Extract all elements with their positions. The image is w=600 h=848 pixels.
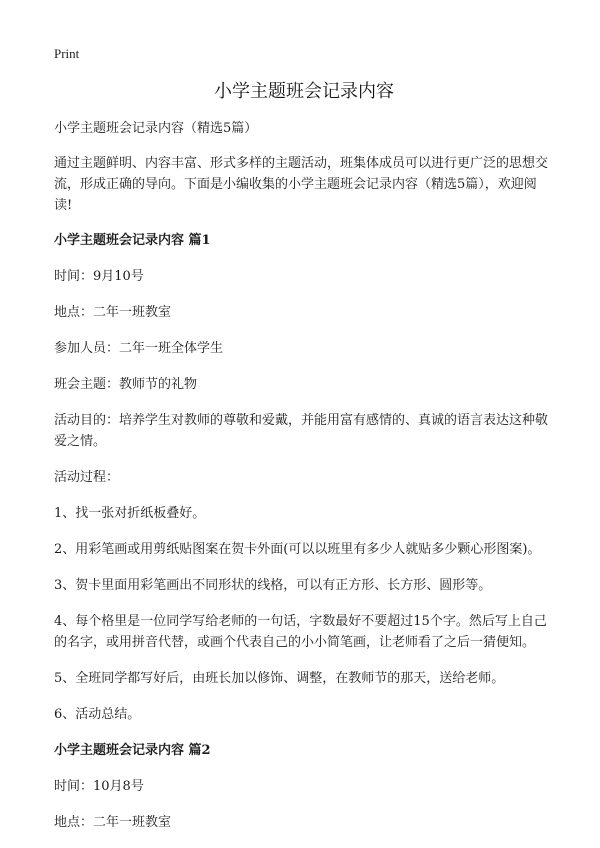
section-heading: 小学主题班会记录内容 篇1 xyxy=(54,233,211,248)
activity-purpose: 活动目的：培养学生对教师的尊敬和爱戴，并能用富有感情的、真诚的语言表达这种敬爱之情。 xyxy=(54,413,549,449)
process-step: 5、全班同学都写好后，由班长加以修饰、调整，在教师节的那天，送给老师。 xyxy=(54,671,505,686)
meeting-time: 时间：9月10号 xyxy=(54,269,144,284)
process-step: 2、用彩笔画或用剪纸贴图案在贺卡外面(可以以班里有多少人就贴多少颗心形图案)。 xyxy=(54,542,541,557)
page-title: 小学主题班会记录内容 xyxy=(214,81,394,102)
meeting-theme: 班会主题：教师节的礼物 xyxy=(54,377,198,392)
meeting-location: 地点：二年一班教室 xyxy=(54,305,172,320)
meeting-participants: 参加人员：二年一班全体学生 xyxy=(54,341,224,356)
meeting-location: 地点：二年一班教室 xyxy=(54,815,172,830)
section-heading: 小学主题班会记录内容 篇2 xyxy=(54,743,211,758)
document-body xyxy=(54,80,554,848)
activity-process-label: 活动过程： xyxy=(54,470,120,485)
section-1 xyxy=(54,230,554,725)
document-subtitle: 小学主题班会记录内容（精选5篇） xyxy=(54,121,258,136)
process-step: 1、找一张对折纸板叠好。 xyxy=(54,506,206,521)
process-step: 4、每个格里是一位同学写给老师的一句话，字数最好不要超过15个字。然后写上自己的名字，或用拼音代替，或画个代表自己的小小简笔画，让老师看了之后一猜便知。 xyxy=(54,614,547,650)
process-step: 3、贺卡里面用彩笔画出不同形状的线格，可以有正方形、长方形、圆形等。 xyxy=(54,578,492,593)
meeting-time: 时间：10月8号 xyxy=(54,779,144,794)
process-step: 6、活动总结。 xyxy=(54,707,141,722)
intro-paragraph: 通过主题鲜明、内容丰富、形式多样的主题活动，班集体成员可以进行更广泛的思想交流，形成正确的导向。下面是小编收集的小学主题班会记录内容（精选5篇），欢迎阅读! xyxy=(54,156,549,213)
section-2 xyxy=(54,740,554,833)
print-link[interactable]: Print xyxy=(54,46,80,61)
